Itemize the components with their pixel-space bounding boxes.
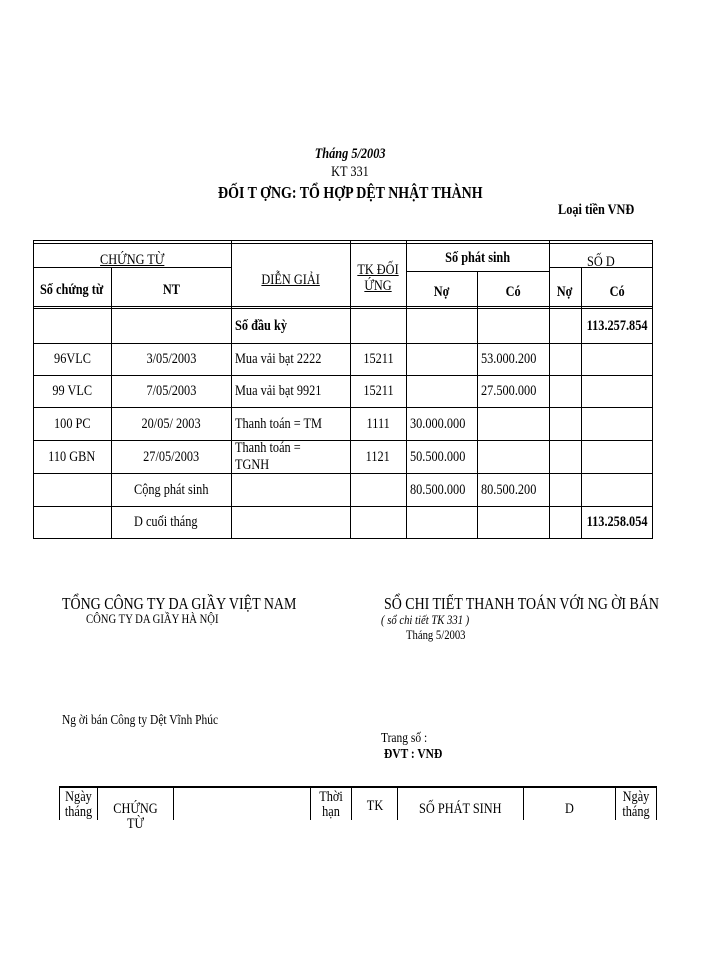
table-row-date: 20/05/ 2003 [141, 415, 201, 432]
header-debit: Nợ [433, 283, 450, 300]
header-term-2: Thời hạn [319, 789, 343, 820]
closing-balance: 113.258.054 [586, 514, 648, 530]
table-row-credit [477, 441, 549, 473]
table-row-voucher: 99 VLC [52, 383, 92, 399]
table-row-account: 1121 [365, 448, 391, 465]
header-balance-2: D [565, 801, 574, 817]
header-arising-group: Số phát sinh [445, 249, 510, 266]
header-credit: Có [505, 283, 521, 300]
table-row-account: 1111 [366, 415, 390, 432]
table-row-description: Thanh toán = TGNH [235, 440, 301, 473]
entity-title: ĐỐI T ỢNG: TỔ HỢP DỆT NHẬT THÀNH [217, 183, 483, 202]
opening-label: Số đầu kỳ [235, 317, 287, 334]
closing-label: D cuối tháng [134, 514, 198, 530]
unit-label: ĐVT : VNĐ [384, 747, 443, 762]
header-contra-account: TK ĐỐI ỨNG [357, 262, 399, 294]
currency-label: Loại tiền VNĐ [558, 202, 635, 218]
table-row-debit: 50.500.000 [410, 448, 466, 465]
totals-label: Cộng phát sinh [134, 481, 209, 498]
seller-label: Ng ời bán Công ty Dệt Vĩnh Phúc [62, 713, 219, 728]
table-row-date: 7/05/2003 [146, 383, 196, 399]
table-row-credit [477, 408, 549, 440]
ledger-title-2: SỔ CHI TIẾT THANH TOÁN VỚI NG ỜI BÁN [384, 594, 659, 613]
table-row-account: 15211 [362, 383, 394, 399]
header-balance-group: SỐ D [587, 253, 615, 270]
ledger-subtitle-2: ( sổ chi tiết TK 331 ) [381, 612, 470, 627]
header-description: DIỄN GIẢI [261, 271, 320, 288]
table-row-voucher: 110 GBN [48, 448, 96, 465]
company-sub: CÔNG TY DA GIẦY HÀ NỘI [86, 611, 219, 626]
table-row-voucher: 96VLC [53, 351, 91, 367]
header-voucher-group: CHỨNG TỪ [99, 251, 165, 268]
table-row-account: 15211 [362, 351, 394, 367]
header-due-date-2: Ngày tháng [622, 789, 650, 820]
company-main: TỔNG CÔNG TY DA GIẦY VIỆT NAM [62, 594, 297, 613]
totals-credit: 80.500.200 [481, 481, 537, 498]
totals-debit: 80.500.000 [410, 481, 466, 498]
header-balance-debit: Nợ [557, 283, 573, 300]
header-voucher-no: Số chứng từ [40, 281, 104, 298]
table-row-debit [406, 376, 477, 407]
page-number-label: Trang số : [381, 731, 428, 746]
table-row-credit: 53.000.200 [481, 351, 537, 367]
account-title: KT 331 [331, 164, 369, 180]
header-voucher-2: CHỨNG TỪ [113, 801, 158, 832]
month-2: Tháng 5/2003 [406, 627, 466, 642]
header-balance-credit: Có [609, 283, 625, 300]
table-row-date: 3/05/2003 [146, 351, 196, 367]
header-arising-2: SỐ PHÁT SINH [419, 801, 502, 817]
table-row-voucher: 100 PC [53, 415, 91, 432]
detail-table [59, 786, 657, 832]
table-row-date: 27/05/2003 [142, 448, 200, 465]
table-row-debit [406, 344, 477, 375]
header-account-2: TK [366, 798, 383, 814]
header-description-2 [174, 802, 310, 817]
table-row-description: Thanh toán = TM [235, 415, 322, 432]
ledger-table [33, 240, 653, 539]
opening-balance: 113.257.854 [586, 317, 648, 334]
table-row-debit: 30.000.000 [410, 415, 466, 432]
table-row-credit: 27.500.000 [481, 383, 537, 399]
table-row-description: Mua vải bạt 2222 [235, 351, 322, 367]
header-date-2: Ngày tháng [64, 789, 93, 820]
header-date: NT [162, 281, 180, 298]
month-title: Tháng 5/2003 [314, 146, 386, 162]
table-row-description: Mua vải bạt 9921 [235, 383, 322, 399]
